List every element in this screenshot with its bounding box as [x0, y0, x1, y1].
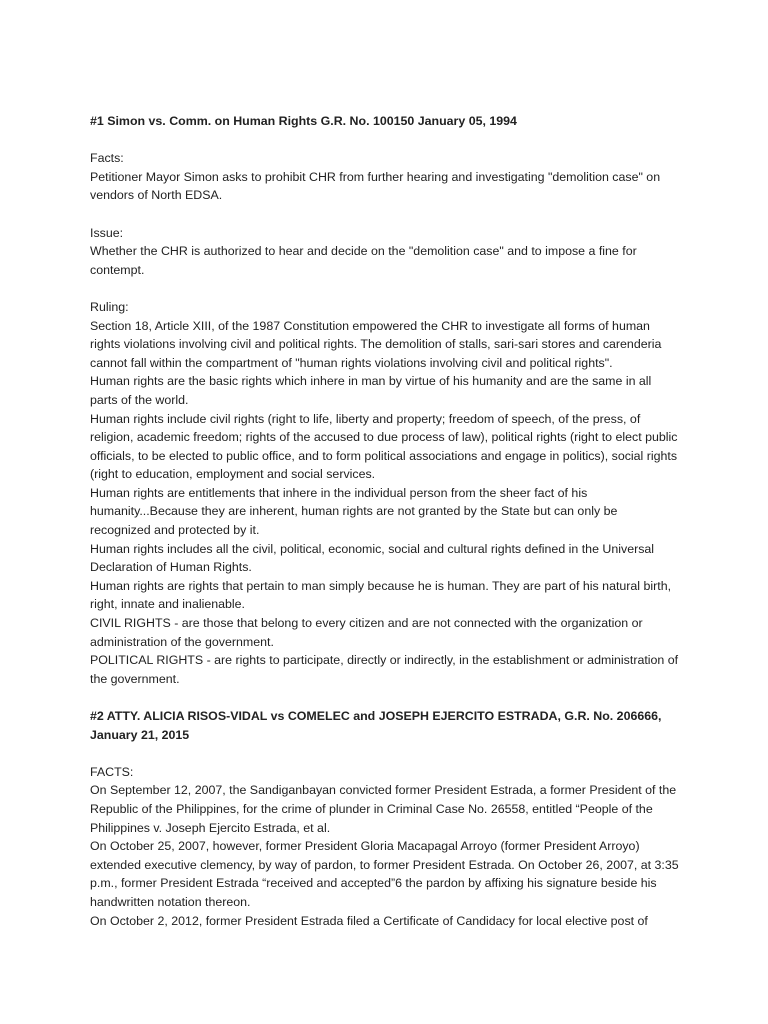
case-2-title: #2 ATTY. ALICIA RISOS-VIDAL vs COMELEC and JOSEPH EJERCITO ESTRADA, G.R. No. 206666, January 21, 2015: [90, 709, 662, 742]
ruling-paragraph: POLITICAL RIGHTS - are rights to participate, directly or indirectly, in the establishment or administration of the government.: [90, 653, 679, 686]
case-2-facts-label: FACTS:: [90, 764, 134, 779]
facts-paragraph: On October 25, 2007, however, former President Gloria Macapagal Arroyo (former President Arroyo) extended executive clemency, by way of pardon, to former President Estrada. On October 26, 2007, at 3:35 p.m., former President Estrada “received and accepted”6 the pardon by affixing his signature beside his handwritten notation thereon.: [90, 839, 679, 909]
spacer: [90, 744, 680, 763]
document-page: [90, 112, 680, 930]
case-1-ruling-label: Ruling:: [90, 299, 129, 314]
facts-paragraph: On September 12, 2007, the Sandiganbayan convicted former President Estrada, a former President of the Republic of the Philippines, for the crime of plunder in Criminal Case No. 26558, entitled “People of the Philippines v. Joseph Ejercito Estrada, et al.: [90, 783, 677, 835]
spacer: [90, 205, 680, 224]
case-1-title: #1 Simon vs. Comm. on Human Rights G.R. No. 100150 January 05, 1994: [90, 114, 517, 128]
ruling-paragraph: Human rights are rights that pertain to man simply because he is human. They are part of his natural birth, right, innate and inalienable.: [90, 578, 672, 612]
ruling-paragraph: Human rights are the basic rights which inhere in man by virtue of his humanity and are the same in all parts of the world.: [90, 374, 652, 407]
ruling-paragraph: Human rights includes all the civil, political, economic, social and cultural rights defined in the Universal Declaration of Human Rights.: [90, 541, 655, 575]
ruling-paragraph: Human rights are entitlements that inhere in the individual person from the sheer fact of his humanity...Because they are inherent, human rights are not granted by the State but can only be recognized and protected by it.: [90, 485, 618, 538]
case-1-issue-text: Whether the CHR is authorized to hear and decide on the "demolition case" and to impose a fine for contempt.: [90, 244, 637, 277]
case-1-facts-text: Petitioner Mayor Simon asks to prohibit CHR from further hearing and investigating "demolition case" on vendors of North EDSA.: [90, 169, 661, 203]
spacer: [90, 279, 680, 298]
ruling-paragraph: Section 18, Article XIII, of the 1987 Constitution empowered the CHR to investigate all forms of human rights violations involving civil and political rights. The demolition of stalls, sari-sari stores and carenderia cannot fall within the compartment of "human rights violations involving civil and political rights".: [90, 318, 662, 370]
ruling-paragraph: CIVIL RIGHTS - are those that belong to every citizen and are not connected with the organization or administration of the government.: [90, 616, 643, 649]
spacer: [90, 131, 680, 150]
case-1-facts-label: Facts:: [90, 151, 124, 166]
spacer: [90, 688, 680, 707]
facts-paragraph: On October 2, 2012, former President Estrada filed a Certificate of Candidacy for local elective post of: [90, 913, 648, 928]
case-1-issue-label: Issue:: [90, 225, 124, 240]
ruling-paragraph: Human rights include civil rights (right to life, liberty and property; freedom of speech, of the press, of religion, academic freedom; rights of the accused to due process of law), political rights (right to elect public officials, to be elected to public office, and to form political associations and engage in politics), social rights (right to education, employment and social services.: [90, 411, 678, 482]
